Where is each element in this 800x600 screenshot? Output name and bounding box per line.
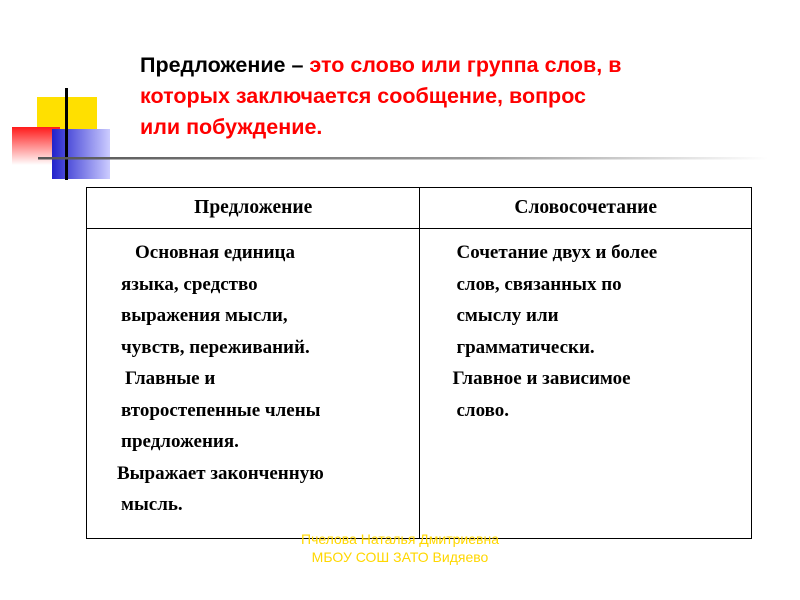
list-item: слов, связанных по xyxy=(456,273,622,295)
header-word-combination: Словосочетание xyxy=(420,188,752,229)
blue-square xyxy=(52,129,110,179)
comparison-table xyxy=(86,187,752,539)
list-item: Сочетание двух и более xyxy=(456,242,658,263)
list-item: смыслу или xyxy=(456,305,559,326)
header-sentence: Предложение xyxy=(87,188,420,229)
list-item: Главные и xyxy=(125,368,216,389)
title-definition-line-1: это слово или группа слов, в xyxy=(303,53,622,77)
list-item: Выражает законченную xyxy=(117,462,324,484)
list-item: Главное и зависимое xyxy=(452,368,631,389)
footer-author: Пчелова Наталья Дмитриевна xyxy=(301,531,499,547)
list-item: языка, средство xyxy=(121,273,258,295)
list-item: второстепенные члены xyxy=(121,399,321,421)
table-header-row xyxy=(87,188,752,229)
list-item: Основная единица xyxy=(135,242,296,263)
list-item: чувств, переживаний. xyxy=(121,336,310,358)
table-row xyxy=(87,229,752,539)
list-item: грамматически. xyxy=(456,336,595,358)
sentence-description xyxy=(87,229,420,539)
list-item: слово. xyxy=(456,399,509,421)
page-title xyxy=(140,50,760,143)
list-item: выражения мысли, xyxy=(121,305,288,326)
word-combination-description xyxy=(420,229,752,539)
list-item: мысль. xyxy=(121,494,183,515)
horizontal-rule xyxy=(38,157,768,160)
title-definition-line-2: которых заключается сообщение, вопрос xyxy=(140,84,586,108)
footer xyxy=(0,530,800,566)
list-item: предложения. xyxy=(121,431,239,452)
title-term: Предложение – xyxy=(140,53,304,77)
title-definition-line-3: или побуждение. xyxy=(140,115,323,139)
footer-school: МБОУ СОШ ЗАТО Видяево xyxy=(311,549,489,565)
vertical-rule xyxy=(65,88,68,180)
